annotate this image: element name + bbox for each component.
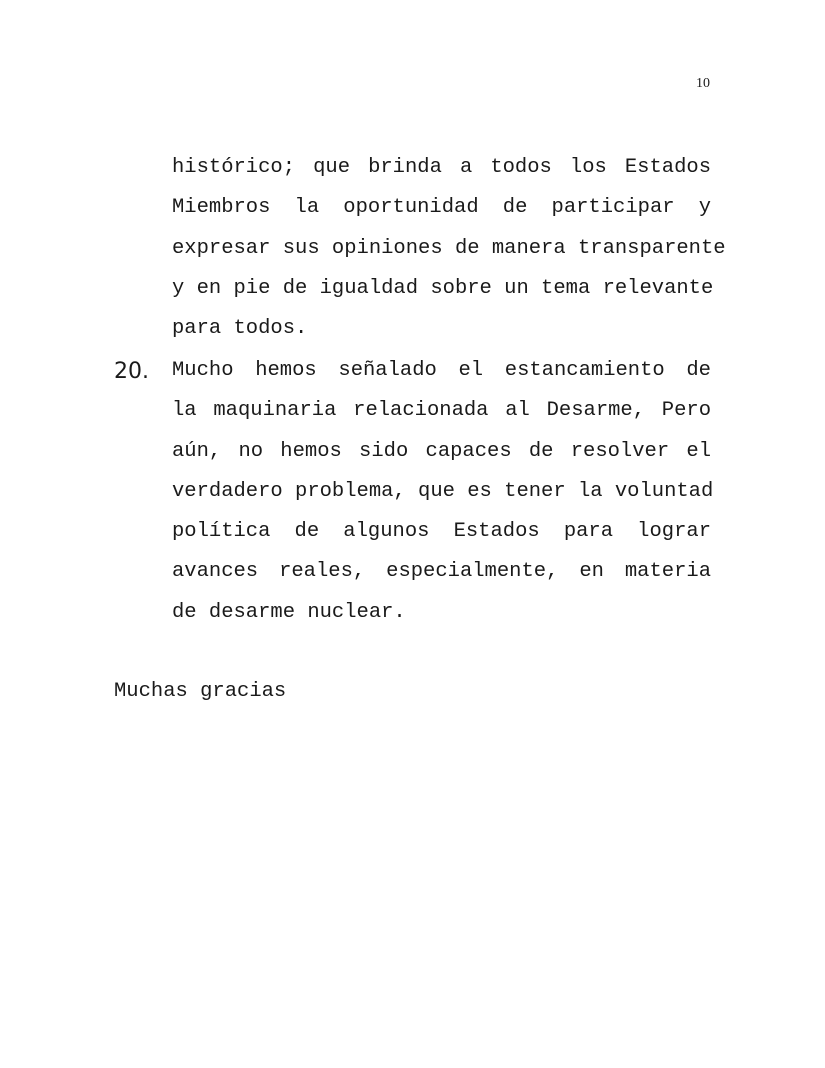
- continued-paragraph: [172, 148, 726, 349]
- paragraph-line: y en pie de igualdad sobre un tema relevante: [172, 276, 714, 300]
- item-20-paragraph: [172, 351, 714, 633]
- paragraph-line: de desarme nuclear.: [172, 600, 406, 624]
- paragraph-line: política de algunos Estados para lograr: [172, 520, 711, 544]
- paragraph-line: aún, no hemos sido capaces de resolver el: [172, 439, 711, 463]
- paragraph-line: Miembros la oportunidad de participar y: [172, 196, 711, 220]
- paragraph-line: verdadero problema, que es tener la voluntad: [172, 479, 714, 503]
- page-number: 10: [696, 76, 710, 91]
- paragraph-line: Mucho hemos señalado el estancamiento de: [172, 359, 711, 382]
- closing-text: Muchas gracias: [114, 680, 287, 703]
- paragraph-line: avances reales, especialmente, en materia: [172, 560, 711, 584]
- paragraph-line: expresar sus opiniones de manera transparente: [172, 236, 726, 260]
- paragraph-line: la maquinaria relacionada al Desarme, Pero: [172, 399, 711, 423]
- item-number: 20.: [114, 359, 149, 384]
- paragraph-line: histórico; que brinda a todos los Estados: [172, 156, 711, 179]
- paragraph-line: para todos.: [172, 317, 308, 341]
